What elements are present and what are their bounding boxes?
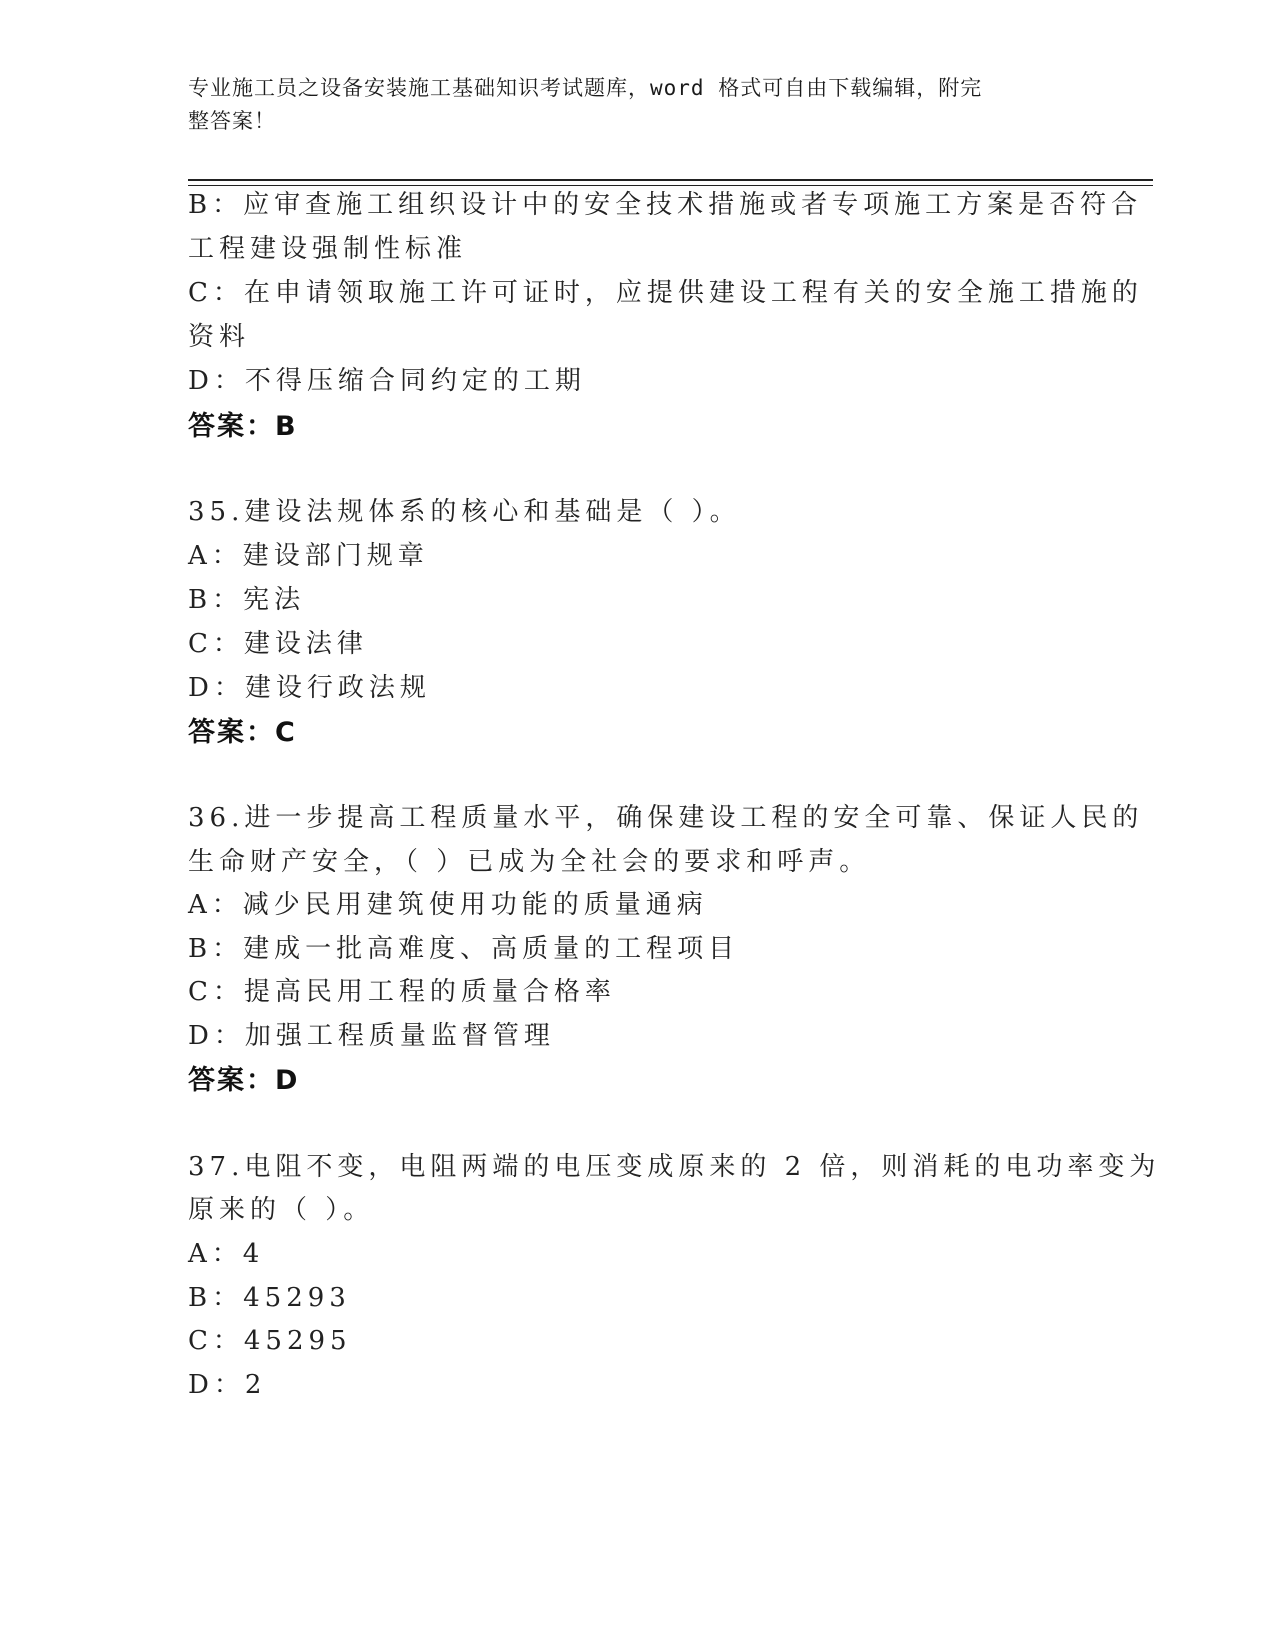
q36-answer: 答案：D — [188, 1065, 300, 1096]
q37-option-d: D：2 — [188, 1370, 267, 1400]
q35-option-a: A：建设部门规章 — [188, 541, 429, 571]
document-header — [188, 72, 1068, 138]
q34-option-d: D：不得压缩合同约定的工期 — [188, 366, 586, 396]
q35-option-c: C：建设法律 — [188, 629, 368, 659]
q34-option-c-line-1: C：在申请领取施工许可证时，应提供建设工程有关的安全施工措施的 — [188, 278, 1143, 308]
q34-answer: 答案：B — [188, 411, 298, 442]
header-divider-thick — [188, 179, 1153, 181]
q36-question-line-1: 36.进一步提高工程质量水平，确保建设工程的安全可靠、保证人民的 — [188, 803, 1144, 833]
q37-option-a: A：4 — [188, 1239, 265, 1269]
q36-option-d: D：加强工程质量监督管理 — [188, 1021, 555, 1051]
q36-question-line-2: 生命财产安全，（ ）已成为全社会的要求和呼声。 — [188, 847, 871, 877]
q34-option-b-line-2: 工程建设强制性标准 — [188, 234, 468, 264]
q35-question: 35.建设法规体系的核心和基础是（ ）。 — [188, 497, 741, 527]
q36-option-c: C：提高民用工程的质量合格率 — [188, 977, 616, 1007]
q36-option-a: A：减少民用建筑使用功能的质量通病 — [188, 890, 708, 920]
q37-question-line-2: 原来的（ ）。 — [188, 1195, 375, 1225]
q36-option-b: B：建成一批高难度、高质量的工程项目 — [188, 934, 740, 964]
q35-option-d: D：建设行政法规 — [188, 673, 431, 703]
q37-question-line-1: 37.电阻不变，电阻两端的电压变成原来的 2 倍，则消耗的电功率变为 — [188, 1152, 1161, 1182]
q37-option-c: C：45295 — [188, 1326, 352, 1356]
q34-option-b-line-1: B：应审查施工组织设计中的安全技术措施或者专项施工方案是否符合 — [188, 190, 1143, 220]
header-line-1: 专业施工员之设备安装施工基础知识考试题库，word 格式可自由下载编辑，附完 — [188, 76, 983, 100]
header-line-2: 整答案！ — [188, 109, 276, 133]
q35-answer: 答案：C — [188, 717, 297, 748]
q35-option-b: B：宪法 — [188, 585, 306, 615]
q37-option-b: B：45293 — [188, 1283, 351, 1313]
q34-option-c-line-2: 资料 — [188, 322, 251, 352]
